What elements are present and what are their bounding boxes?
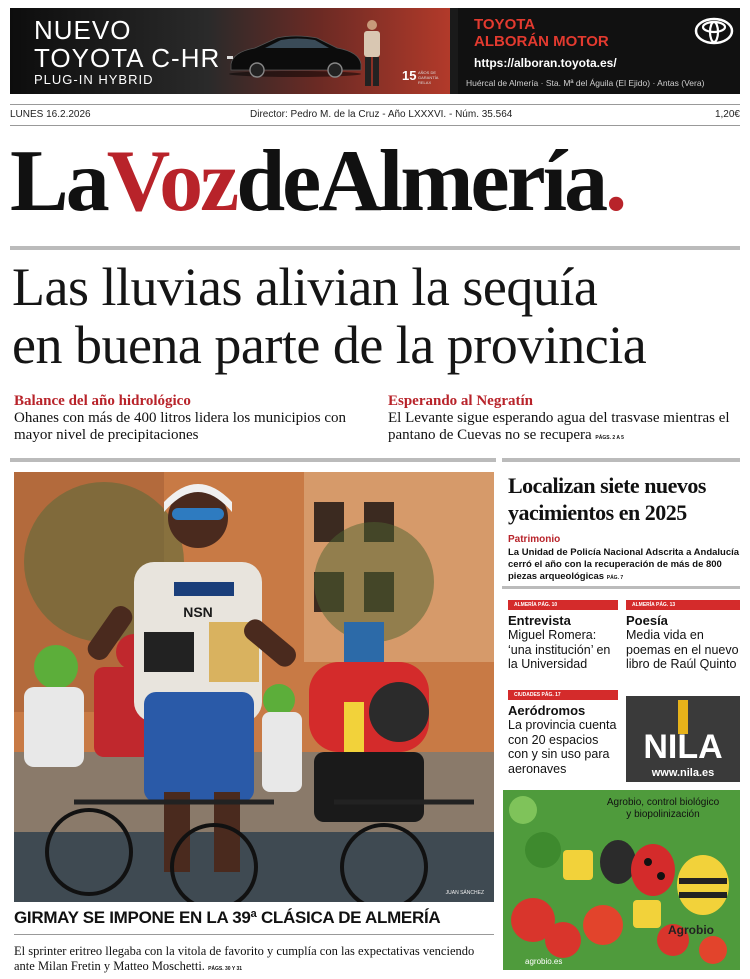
masthead-voz: Voz: [106, 133, 237, 230]
divider: [10, 246, 740, 250]
ad-years-note: AÑOS DE GARANTÍA RELAX: [418, 70, 439, 85]
sub-right-text: El Levante sigue esperando agua del trasvase mientras el pantano de Cuevas no se recupera: [388, 410, 730, 443]
newspaper-masthead[interactable]: [10, 133, 740, 230]
cycling-sprint-image: [14, 472, 494, 902]
aerodromos-tag: CIUDADES PÁG. 17: [508, 690, 618, 700]
nila-logo-icon: [626, 696, 740, 782]
side-text: La Unidad de Policía Nacional Adscrita a Andalucía cerró el año con la recuperación de más de 800 piezas arqueológicas: [508, 547, 740, 582]
aerodromos-text: La provincia cuenta con 20 espacios con y sin uso para aeronaves: [508, 718, 617, 776]
agrobio-advertisement[interactable]: [503, 790, 740, 970]
price: 1,20€: [714, 109, 740, 120]
side-headline[interactable]: Localizan siete nuevos yacimientos en 2025: [508, 473, 706, 525]
nila-url: www.nila.es: [651, 767, 715, 779]
sport-summary: [14, 944, 494, 977]
agrobio-url: agrobio.es: [525, 957, 563, 966]
ad-years: 15: [402, 68, 417, 83]
sub-left-kicker: Balance del año hidrológico: [14, 393, 191, 409]
poesia-title: Poesía: [626, 613, 668, 628]
cycling-photo[interactable]: [14, 472, 494, 902]
advertisement-banner[interactable]: [10, 8, 740, 94]
edition-info-bar: [10, 104, 740, 126]
agrobio-brand: Agrobio: [668, 923, 714, 937]
divider: [14, 934, 494, 935]
ad-line-3: PLUG-IN HYBRID: [34, 72, 154, 87]
masthead-dot: .: [605, 133, 625, 230]
ad-line-1: NUEVO: [34, 15, 132, 45]
side-summary: [508, 547, 744, 584]
sub-right-page: PÁGS. 2 A 5: [595, 435, 624, 441]
agrobio-illustration: [503, 790, 740, 970]
aerodromos-title: Aeródromos: [508, 703, 586, 718]
side-page: PÁG. 7: [606, 575, 624, 581]
headline-line-2: en buena parte de la provincia: [12, 315, 647, 375]
ad-url[interactable]: https://alboran.toyota.es/: [474, 56, 617, 70]
box-poesia[interactable]: [626, 600, 740, 672]
director-info: Director: Pedro M. de la Cruz - Año LXXXVI. - Núm. 35.564: [250, 109, 513, 120]
person-image: [360, 18, 384, 88]
divider: [10, 458, 496, 462]
box-entrevista[interactable]: [508, 600, 618, 672]
jersey-label: NSN: [183, 604, 213, 620]
sub-right-kicker: Esperando al Negratín: [388, 393, 534, 409]
ad-brand-1: TOYOTA: [474, 16, 536, 33]
ad-brand-2: ALBORÁN MOTOR: [474, 33, 609, 50]
divider: [502, 586, 740, 589]
ad-promo-panel: [10, 8, 450, 94]
poesia-text: Media vida en poemas en el nuevo libro de Raúl Quinto: [626, 628, 739, 671]
divider: [502, 458, 740, 462]
masthead-almeria: Almería: [318, 133, 606, 230]
poesia-tag: ALMERÍA PÁG. 13: [626, 600, 740, 610]
agrobio-title: Agrobio, control biológico y biopolinización: [606, 797, 720, 820]
side-kicker: Patrimonio: [508, 534, 561, 545]
main-headline[interactable]: [12, 258, 742, 374]
toyota-logo-icon: [694, 16, 734, 46]
photo-credit: JUAN SÁNCHEZ: [445, 890, 484, 896]
box-aerodromos[interactable]: [508, 690, 618, 776]
masthead-de: de: [236, 133, 319, 230]
entrevista-tag: ALMERÍA PÁG. 10: [508, 600, 618, 610]
entrevista-title: Entrevista: [508, 613, 571, 628]
edition-date: LUNES 16.2.2026: [10, 109, 91, 120]
nila-advertisement[interactable]: [626, 696, 740, 782]
ad-dealer-panel: [458, 8, 740, 94]
headline-line-1: Las lluvias alivian la sequía: [12, 257, 598, 317]
masthead-la: La: [10, 133, 107, 230]
sub-story-left[interactable]: [14, 393, 374, 444]
nila-name: NILA: [643, 728, 723, 766]
sub-story-right[interactable]: [388, 393, 744, 447]
sport-headline[interactable]: GIRMAY SE IMPONE EN LA 39ª CLÁSICA DE ALMERÍA: [14, 908, 441, 927]
sport-text: El sprinter eritreo llegaba con la vitola de favorito y cumplía con las expectativas venciendo ante Milan Fretin y Matteo Moschetti.: [14, 944, 475, 973]
ad-line-2: TOYOTA C-HR: [34, 43, 221, 73]
car-image: [225, 30, 365, 78]
sub-left-text: Ohanes con más de 400 litros lidera los municipios con mayor nivel de precipitaciones: [14, 410, 347, 443]
entrevista-text: Miguel Romera: ‘una institución’ en la Universidad: [508, 628, 611, 671]
sport-page: PÁGS. 30 Y 31: [208, 966, 243, 972]
ad-locations: Huércal de Almería · Sta. Mª del Águila (El Ejido) · Antas (Vera): [466, 78, 705, 88]
